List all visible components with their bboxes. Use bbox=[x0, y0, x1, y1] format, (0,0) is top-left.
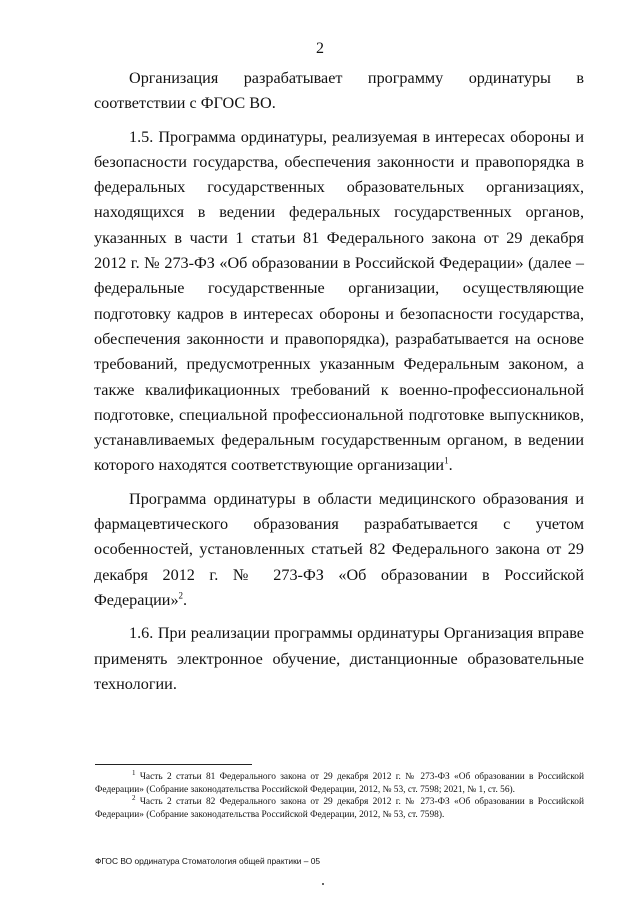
footnote-1 bbox=[95, 768, 584, 796]
footnote-2-text: Часть 2 статьи 82 Федерального закона от 29 декабря 2012 г. № 273-ФЗ «Об образовании в Российской Федерации» (Собрание законодательства Российской Федерации, 2012, № 53, ст. 7598). bbox=[95, 797, 584, 820]
footnotes bbox=[95, 768, 584, 821]
paragraph-1-5-text: 1.5. Программа ординатуры, реализуемая в интересах обороны и безопасности государства, обеспечения законности и правопорядка в федеральных государственных образовательных организациях, находящихся в ведении федеральных государственных органов, указанных в части 1 статьи 81 Федерального закона от 29 декабря 2012 г. № 273-ФЗ «Об образовании в Российской Федерации» (далее – федеральные государственные организации, осуществляющие подготовку кадров в интересах обороны и безопасности государства, обеспечения законности и правопорядка), разрабатывается на основе требований, предусмотренных указанным Федеральным законом, а также квалификационных требований к военно-профессиональной подготовке, специальной профессиональной подготовке выпускников, устанавливаемых федеральным государственным органом, в ведении которого находятся соответствующие организации bbox=[94, 127, 584, 475]
footnote-2 bbox=[95, 796, 584, 821]
footnote-divider bbox=[95, 764, 252, 765]
footnote-2-mark: 2 bbox=[132, 794, 136, 803]
footnote-1-mark: 1 bbox=[132, 768, 136, 777]
footnote-1-text: Часть 2 статьи 81 Федерального закона от 29 декабря 2012 г. № 273-ФЗ «Об образовании в Российской Федерации» (Собрание законодательства Российской Федерации, 2012, № 53, ст. 7598; 2021, № 1, ст. 56). bbox=[95, 772, 584, 795]
page-number: 2 bbox=[316, 40, 324, 57]
document-footer: ФГОС ВО ординатура Стоматология общей практики – 05 bbox=[95, 856, 321, 866]
scan-speck bbox=[322, 883, 324, 885]
footnote-ref-1: 1 bbox=[444, 456, 449, 467]
document-body bbox=[94, 66, 584, 697]
footnote-ref-2: 2 bbox=[178, 590, 184, 601]
paragraph-medical-text: Программа ординатуры в области медицинского образования и фармацевтического образования разрабатывается с учетом особенностей, установленных статьей 82 Федерального закона от 29 декабря 2012 г. № 273-ФЗ «Об образовании в Российской Федерации» bbox=[94, 489, 584, 609]
paragraph-intro: Организация разрабатывает программу ординатуры в соответствии с ФГОС ВО. bbox=[94, 69, 584, 113]
paragraph-1-5: 1.5. Программа ординатуры, реализуемая в интересах обороны и безопасности государства, обеспечения законности и правопорядка в федеральных государственных образовательных организациях, находящихся в ведении федеральных государственных органов, указанных в части 1 статьи 81 Федерального закона от 29 декабря 2012 г. № 273-ФЗ «Об образовании в Российской Федерации» (далее – федеральные государственные организации, осуществляющие подготовку кадров в интересах обороны и безопасности государства, обеспечения законности и правопорядка), разрабатывается на основе требований, предусмотренных указанным Федеральным законом, а также квалификационных требований к военно-профессиональной подготовке, специальной профессиональной подготовке выпускников, устанавливаемых федеральным государственным органом, в ведении которого находятся соответствующие организации$^1$. bbox=[94, 127, 584, 475]
paragraph-medical: Программа ординатуры в области медицинского образования и фармацевтического образования разрабатывается с учетом особенностей, установленных статьей 82 Федерального закона от 29 декабря 2012 г. № 273-ФЗ «Об образовании в Российской Федерации»$^2$. bbox=[94, 489, 584, 609]
paragraph-1-6: 1.6. При реализации программы ординатуры Организация вправе применять электронное обучение, дистанционные образовательные технологии. bbox=[94, 624, 584, 693]
